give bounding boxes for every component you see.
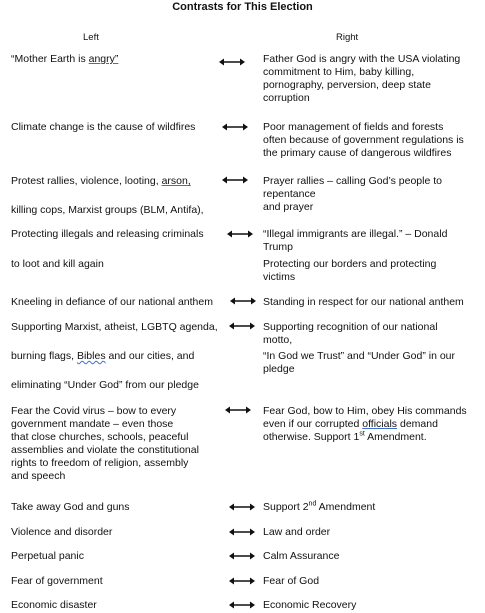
right-line: Calm Assurance (263, 550, 340, 562)
page-title: Contrasts for This Election (172, 1, 313, 13)
right-line: Protecting our borders and protecting (263, 258, 437, 270)
left-column-heading: Left (83, 32, 99, 43)
double-arrow-icon (229, 552, 255, 560)
left-line: and speech (11, 470, 66, 482)
right-line: “In God we Trust” and “Under God” in our (263, 350, 455, 362)
right-line: pledge (263, 363, 295, 375)
left-line: Climate change is the cause of wildfires (11, 121, 196, 133)
right-line: Law and order (263, 526, 331, 538)
left-line: Fear the Covid virus – bow to every (11, 405, 177, 417)
right-line: Trump (263, 241, 293, 253)
left-line: Kneeling in defiance of our national anthem (11, 296, 213, 308)
right-statement (263, 350, 483, 376)
right-line: Standing in respect for our national anthem (263, 296, 464, 308)
left-line: Supporting Marxist, atheist, LGBTQ agenda, (11, 321, 218, 333)
double-arrow-icon (229, 322, 255, 330)
right-statement (263, 258, 483, 284)
double-arrow-icon (222, 123, 248, 131)
left-statement (11, 204, 227, 217)
left-line: Economic disaster (11, 599, 97, 611)
right-statement (263, 575, 483, 588)
double-arrow-icon (229, 577, 255, 585)
left-statement (11, 296, 227, 309)
left-statement (11, 379, 227, 392)
left-line: “Mother Earth is angry” (11, 53, 119, 65)
right-line: repentance (263, 188, 316, 200)
right-statement (263, 296, 483, 309)
left-line: burning flags, Bibles and our cities, and (11, 350, 195, 362)
right-line: otherwise. Support 1st Amendment. (263, 430, 427, 443)
left-statement (11, 405, 227, 483)
left-statement (11, 121, 227, 134)
right-line: Father God is angry with the USA violating (263, 53, 461, 65)
right-line: Economic Recovery (263, 599, 357, 611)
left-line: Protest rallies, violence, looting, arson, (11, 175, 191, 187)
right-statement (263, 175, 483, 214)
left-line: eliminating “Under God” from our pledge (11, 379, 199, 391)
right-line: often because of government regulations is (263, 134, 464, 146)
right-statement (263, 121, 483, 160)
left-statement (11, 575, 227, 588)
right-statement (263, 53, 483, 105)
left-line: Perpetual panic (11, 550, 84, 562)
left-statement (11, 350, 227, 363)
double-arrow-icon (229, 503, 255, 511)
right-line: and prayer (263, 201, 314, 213)
right-statement (263, 526, 483, 539)
left-line: rights to freedom of religion, assembly (11, 457, 189, 469)
left-line: Fear of government (11, 575, 103, 587)
right-line: victims (263, 271, 296, 283)
right-line: Prayer rallies – calling God’s people to (263, 175, 442, 187)
left-statement (11, 53, 227, 66)
left-line: Take away God and guns (11, 501, 130, 513)
right-statement (263, 405, 483, 444)
double-arrow-icon (222, 176, 248, 184)
left-line: that close churches, schools, peaceful (11, 431, 189, 443)
left-line: government mandate – even those (11, 418, 174, 430)
right-statement (263, 599, 483, 612)
right-line: Supporting recognition of our national (263, 321, 438, 333)
double-arrow-icon (225, 406, 251, 414)
left-statement (11, 550, 227, 563)
double-arrow-icon (229, 601, 255, 609)
right-line: Poor management of fields and forests (263, 121, 444, 133)
left-line: Violence and disorder (11, 526, 113, 538)
right-statement (263, 228, 483, 254)
right-statement (263, 550, 483, 563)
right-line: corruption (263, 92, 310, 104)
left-statement (11, 258, 227, 271)
right-line: pornography, perversion, deep state (263, 79, 431, 91)
right-line: Fear of God (263, 575, 320, 587)
double-arrow-icon (230, 297, 256, 305)
right-line: motto, (263, 334, 293, 346)
left-statement (11, 526, 227, 539)
left-statement (11, 321, 227, 334)
right-line: Support 2nd Amendment (263, 500, 376, 513)
right-column-heading: Right (336, 32, 359, 43)
right-line: the primary cause of dangerous wildfires (263, 147, 452, 159)
left-statement (11, 599, 227, 612)
double-arrow-icon (219, 58, 245, 66)
left-statement (11, 501, 227, 514)
right-line: commitment to Him, baby killing, (263, 66, 415, 78)
left-line: Protecting illegals and releasing criminals (11, 228, 204, 240)
left-statement (11, 228, 227, 241)
right-line: even if our corrupted officials demand (263, 418, 438, 430)
right-line: “Illegal immigrants are illegal.” – Donald (263, 228, 448, 240)
left-line: assemblies and violate the constitutional (11, 444, 199, 456)
right-statement (263, 501, 483, 514)
right-line: Fear God, bow to Him, obey His commands (263, 405, 467, 417)
left-line: to loot and kill again (11, 258, 104, 270)
double-arrow-icon (229, 528, 255, 536)
right-statement (263, 321, 483, 347)
left-line: killing cops, Marxist groups (BLM, Antifa), (11, 204, 204, 216)
double-arrow-icon (227, 230, 253, 238)
left-statement (11, 175, 227, 188)
